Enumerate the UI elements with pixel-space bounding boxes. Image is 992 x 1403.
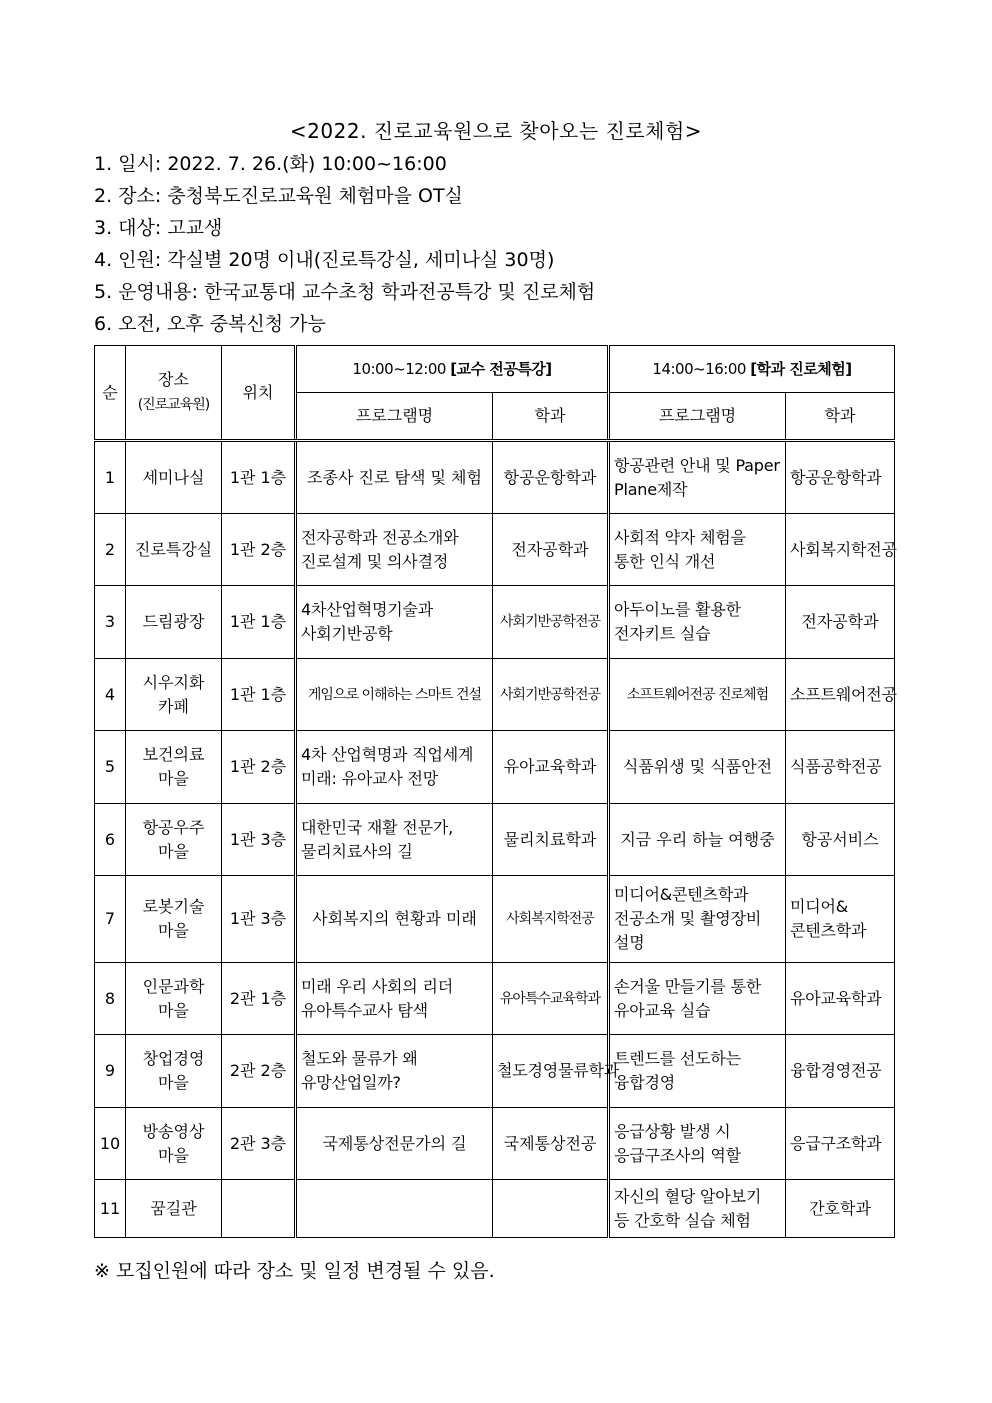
table-row (95, 963, 895, 1035)
cell-pm-dept: 간호학과 (786, 1180, 895, 1238)
header-pm-program: 프로그램명 (609, 393, 786, 441)
cell-place: 방송영상 마을 (126, 1108, 222, 1180)
table-row (95, 586, 895, 659)
cell-am-program: 조종사 진로 탐색 및 체험 (296, 441, 493, 514)
cell-num: 3 (95, 586, 126, 659)
header-pm-dept: 학과 (786, 393, 895, 441)
cell-place: 세미나실 (126, 441, 222, 514)
cell-pm-dept: 식품공학전공 (786, 731, 895, 804)
cell-am-program: 철도와 물류가 왜 유망산업일까? (296, 1035, 493, 1108)
info-item-content: 5. 운영내용: 한국교통대 교수초청 학과전공특강 및 진로체험 (94, 281, 596, 303)
header-am-dept: 학과 (493, 393, 609, 441)
cell-location: 2관 3층 (222, 1108, 296, 1180)
cell-am-program: 국제통상전문가의 길 (296, 1108, 493, 1180)
info-item-duplicate: 6. 오전, 오후 중복신청 가능 (94, 313, 326, 335)
table-row (95, 731, 895, 804)
page-title: <2022. 진로교육원으로 찾아오는 진로체험> (289, 119, 703, 143)
cell-am-dept: 국제통상전공 (493, 1108, 609, 1180)
cell-location: 1관 2층 (222, 514, 296, 586)
cell-pm-dept: 항공운항학과 (786, 441, 895, 514)
info-item-target: 3. 대상: 고교생 (94, 217, 223, 239)
cell-place: 항공우주 마을 (126, 804, 222, 876)
footnote: ※ 모집인원에 따라 장소 및 일정 변경될 수 있음. (94, 1260, 495, 1282)
header-pm-section (609, 346, 895, 393)
cell-am-program: 4차 산업혁명과 직업세계 미래: 유아교사 전망 (296, 731, 493, 804)
schedule-table (94, 345, 895, 1238)
header-am-section (296, 346, 609, 393)
cell-pm-dept: 항공서비스 (786, 804, 895, 876)
cell-location: 1관 1층 (222, 586, 296, 659)
cell-am-dept: 유아교육학과 (493, 731, 609, 804)
cell-pm-dept: 응급구조학과 (786, 1108, 895, 1180)
cell-location: 1관 2층 (222, 731, 296, 804)
cell-num: 8 (95, 963, 126, 1035)
cell-place: 창업경영 마을 (126, 1035, 222, 1108)
cell-pm-program: 소프트웨어전공 진로체험 (609, 659, 786, 731)
cell-am-dept: 전자공학과 (493, 514, 609, 586)
table-row (95, 514, 895, 586)
table-row (95, 1108, 895, 1180)
header-location: 위치 (222, 346, 296, 441)
cell-am-program (296, 1180, 493, 1238)
cell-am-program: 사회복지의 현황과 미래 (296, 876, 493, 963)
cell-place: 진로특강실 (126, 514, 222, 586)
cell-pm-program: 지금 우리 하늘 여행중 (609, 804, 786, 876)
cell-place: 인문과학 마을 (126, 963, 222, 1035)
cell-pm-dept: 전자공학과 (786, 586, 895, 659)
cell-am-program: 대한민국 재활 전문가, 물리치료사의 길 (296, 804, 493, 876)
header-pm-time: 14:00~16:00 (652, 360, 746, 378)
cell-am-program: 4차산업혁명기술과 사회기반공학 (296, 586, 493, 659)
cell-num: 10 (95, 1108, 126, 1180)
cell-num: 6 (95, 804, 126, 876)
cell-num: 4 (95, 659, 126, 731)
cell-num: 7 (95, 876, 126, 963)
header-am-program: 프로그램명 (296, 393, 493, 441)
header-place-label: 장소 (158, 370, 189, 389)
cell-location: 2관 1층 (222, 963, 296, 1035)
cell-am-dept: 사회기반공학전공 (493, 659, 609, 731)
header-am-title: [교수 전공특강] (450, 360, 552, 378)
cell-place: 로봇기술 마을 (126, 876, 222, 963)
cell-pm-dept: 사회복지학전공 (786, 514, 895, 586)
table-row (95, 1035, 895, 1108)
header-pm-title: [학과 진로체험] (750, 360, 852, 378)
cell-location: 1관 3층 (222, 876, 296, 963)
cell-location: 1관 1층 (222, 659, 296, 731)
cell-pm-program: 식품위생 및 식품안전 (609, 731, 786, 804)
info-item-date: 1. 일시: 2022. 7. 26.(화) 10:00~16:00 (94, 153, 447, 175)
table-row (95, 876, 895, 963)
cell-am-dept: 사회기반공학전공 (493, 586, 609, 659)
cell-pm-program: 사회적 약자 체험을 통한 인식 개선 (609, 514, 786, 586)
cell-pm-program: 트렌드를 선도하는 융합경영 (609, 1035, 786, 1108)
cell-pm-program: 손거울 만들기를 통한 유아교육 실습 (609, 963, 786, 1035)
cell-location: 2관 2층 (222, 1035, 296, 1108)
cell-place: 꿈길관 (126, 1180, 222, 1238)
info-item-place: 2. 장소: 충청북도진로교육원 체험마을 OT실 (94, 185, 463, 207)
table-row (95, 804, 895, 876)
cell-location (222, 1180, 296, 1238)
header-num: 순 (95, 346, 126, 441)
header-am-time: 10:00~12:00 (352, 360, 446, 378)
cell-pm-program: 자신의 혈당 알아보기 등 간호학 실습 체험 (609, 1180, 786, 1238)
cell-am-program: 게임으로 이해하는 스마트 건설 (296, 659, 493, 731)
cell-place: 시우지화 카페 (126, 659, 222, 731)
cell-place: 드림광장 (126, 586, 222, 659)
cell-pm-dept: 소프트웨어전공 (786, 659, 895, 731)
cell-am-dept (493, 1180, 609, 1238)
cell-num: 2 (95, 514, 126, 586)
cell-pm-dept: 유아교육학과 (786, 963, 895, 1035)
cell-place: 보건의료 마을 (126, 731, 222, 804)
table-row (95, 441, 895, 514)
cell-am-program: 미래 우리 사회의 리더 유아특수교사 탐색 (296, 963, 493, 1035)
cell-pm-dept: 융합경영전공 (786, 1035, 895, 1108)
info-list (94, 148, 595, 340)
table-row (95, 1180, 895, 1238)
cell-pm-program: 응급상황 발생 시 응급구조사의 역할 (609, 1108, 786, 1180)
table-row (95, 659, 895, 731)
header-place (126, 346, 222, 441)
cell-am-dept: 사회복지학전공 (493, 876, 609, 963)
cell-pm-program: 미디어&콘텐츠학과 전공소개 및 촬영장비 설명 (609, 876, 786, 963)
cell-location: 1관 3층 (222, 804, 296, 876)
cell-num: 9 (95, 1035, 126, 1108)
cell-am-dept: 물리치료학과 (493, 804, 609, 876)
cell-num: 11 (95, 1180, 126, 1238)
info-item-capacity: 4. 인원: 각실별 20명 이내(진로특강실, 세미나실 30명) (94, 249, 555, 271)
header-place-sub: (진로교육원) (137, 397, 210, 413)
cell-am-dept: 철도경영물류학과 (493, 1035, 609, 1108)
cell-am-dept: 유아특수교육학과 (493, 963, 609, 1035)
cell-am-program: 전자공학과 전공소개와 진로설계 및 의사결정 (296, 514, 493, 586)
cell-am-dept: 항공운항학과 (493, 441, 609, 514)
cell-pm-program: 항공관련 안내 및 Paper Plane제작 (609, 441, 786, 514)
cell-pm-dept: 미디어&콘텐츠학과 (786, 876, 895, 963)
cell-pm-program: 아두이노를 활용한 전자키트 실습 (609, 586, 786, 659)
cell-location: 1관 1층 (222, 441, 296, 514)
cell-num: 1 (95, 441, 126, 514)
cell-num: 5 (95, 731, 126, 804)
